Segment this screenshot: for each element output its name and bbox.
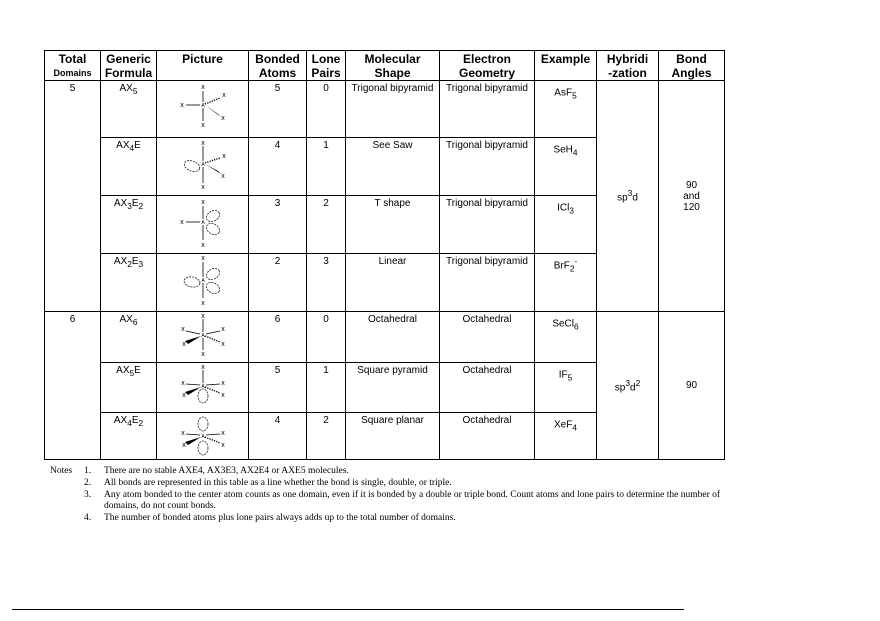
header-bond-angles: Bond Angles (659, 51, 725, 81)
molecular-shape-cell: Square planar (346, 413, 440, 460)
picture-cell (157, 254, 249, 312)
note-item: 2. All bonds are represented in this table as a line whether the bond is single, double, or triple. (84, 478, 452, 488)
example-cell: BrF$_2$- (535, 254, 597, 312)
vsepr-table (44, 50, 725, 460)
ax4e2-icon (168, 413, 238, 458)
electron-geometry-cell: Octahedral (440, 312, 535, 363)
svg-text:x: x (179, 219, 184, 226)
svg-text:A: A (200, 278, 205, 284)
note-item: 4. The number of bonded atoms plus lone pairs always adds up to the total number of domains. (84, 513, 456, 523)
svg-text:x: x (200, 184, 205, 191)
svg-text:x: x (220, 341, 225, 348)
generic-formula-cell: $AX_5$ (101, 81, 157, 138)
svg-text:x: x (221, 153, 226, 160)
svg-text:x: x (200, 313, 205, 320)
header-generic-formula: Generic Formula (101, 51, 157, 81)
example-cell: ICl$_3$ (535, 196, 597, 254)
svg-text:x: x (200, 242, 205, 249)
electron-geometry-cell: Octahedral (440, 363, 535, 413)
molecular-shape-cell: Square pyramid (346, 363, 440, 413)
svg-text:x: x (181, 341, 186, 348)
total-domains-cell: 5 (45, 81, 101, 312)
picture-cell (157, 196, 249, 254)
ax5-icon (168, 81, 238, 136)
example-cell: SeH$_4$ (535, 138, 597, 196)
footer-rule (12, 609, 684, 610)
generic-formula-cell: $AX_6$ (101, 312, 157, 363)
svg-text:x: x (180, 430, 185, 437)
total-domains-cell: 6 (45, 312, 101, 460)
bonded-atoms-cell: 5 (249, 363, 307, 413)
bonded-atoms-cell: 4 (249, 413, 307, 460)
svg-text:x: x (200, 122, 205, 129)
molecular-shape-cell: Octahedral (346, 312, 440, 363)
header-example: Example (535, 51, 597, 81)
svg-text:x: x (220, 430, 225, 437)
ax5e-icon (168, 363, 238, 411)
svg-text:x: x (180, 326, 185, 333)
bonded-atoms-cell: 5 (249, 81, 307, 138)
svg-text:x: x (200, 300, 205, 307)
picture-cell (157, 312, 249, 363)
lone-pairs-cell: 2 (307, 196, 346, 254)
lone-pairs-cell: 0 (307, 81, 346, 138)
svg-text:A: A (200, 103, 205, 109)
lone-pairs-cell: 1 (307, 363, 346, 413)
svg-text:A: A (200, 220, 205, 226)
picture-cell (157, 413, 249, 460)
molecular-shape-cell: Linear (346, 254, 440, 312)
bond-angles-cell: 90 (659, 312, 725, 460)
lone-pairs-cell: 2 (307, 413, 346, 460)
example-cell: $IF_5$ (535, 363, 597, 413)
svg-text:x: x (220, 173, 225, 180)
header-hybridization: Hybridi -zation (597, 51, 659, 81)
picture-cell (157, 138, 249, 196)
header-picture: Picture (157, 51, 249, 81)
svg-text:x: x (220, 115, 225, 122)
header-lone-pairs: Lone Pairs (307, 51, 346, 81)
table-row (45, 312, 725, 363)
ax4e-icon (168, 138, 238, 194)
picture-cell (157, 81, 249, 138)
table-row (45, 81, 725, 138)
bonded-atoms-cell: 2 (249, 254, 307, 312)
bonded-atoms-cell: 3 (249, 196, 307, 254)
electron-geometry-cell: Trigonal bipyramid (440, 254, 535, 312)
generic-formula-cell: $AX_4E_2$ (101, 413, 157, 460)
svg-text:x: x (220, 380, 225, 387)
molecular-shape-cell: T shape (346, 196, 440, 254)
svg-text:x: x (200, 84, 205, 91)
generic-formula-cell: $AX_3E_2$ (101, 196, 157, 254)
example-cell: XeF$_4$ (535, 413, 597, 460)
svg-text:x: x (221, 92, 226, 99)
lone-pairs-cell: 1 (307, 138, 346, 196)
hybridization-cell: $sp^3d$ (597, 81, 659, 312)
svg-text:x: x (220, 326, 225, 333)
lone-pairs-cell: 0 (307, 312, 346, 363)
svg-text:x: x (220, 442, 225, 449)
header-molecular-shape: Molecular Shape (346, 51, 440, 81)
header-electron-geometry: Electron Geometry (440, 51, 535, 81)
bonded-atoms-cell: 4 (249, 138, 307, 196)
ax6-icon (168, 312, 238, 361)
electron-geometry-cell: Octahedral (440, 413, 535, 460)
header-row (45, 51, 725, 81)
svg-text:x: x (181, 392, 186, 399)
molecular-shape-cell: Trigonal bipyramid (346, 81, 440, 138)
svg-text:A: A (200, 434, 205, 440)
note-item: 3. Any atom bonded to the center atom counts as one domain, even if it is bonded by a double or triple bond. Count atoms and lone pairs to determine the number of domains, do not count bonds. (84, 490, 721, 511)
generic-formula-cell: $AX_2E_3$ (101, 254, 157, 312)
svg-text:x: x (200, 140, 205, 147)
note-item: 1. There are no stable AXE4, AX3E3, AX2E4 or AXE5 molecules. (84, 466, 349, 476)
svg-text:x: x (200, 364, 205, 371)
notes-label: Notes (50, 466, 73, 476)
svg-text:x: x (220, 392, 225, 399)
example-cell: AsF$_5$ (535, 81, 597, 138)
svg-text:x: x (200, 199, 205, 206)
electron-geometry-cell: Trigonal bipyramid (440, 81, 535, 138)
ax2e3-icon (168, 254, 238, 310)
bond-angles-cell: 90 and 120 (659, 81, 725, 312)
svg-text:x: x (200, 255, 205, 262)
bonded-atoms-cell: 6 (249, 312, 307, 363)
svg-text:x: x (179, 102, 184, 109)
hybridization-cell: $sp^3d^2$ (597, 312, 659, 460)
lone-pairs-cell: 3 (307, 254, 346, 312)
electron-geometry-cell: Trigonal bipyramid (440, 196, 535, 254)
svg-text:x: x (200, 351, 205, 358)
generic-formula-cell: $AX_4E$ (101, 138, 157, 196)
example-cell: SeCl$_6$ (535, 312, 597, 363)
svg-text:A: A (200, 162, 205, 168)
electron-geometry-cell: Trigonal bipyramid (440, 138, 535, 196)
svg-text:x: x (181, 442, 186, 449)
ax3e2-icon (168, 196, 238, 252)
generic-formula-cell: $AX_5E$ (101, 363, 157, 413)
header-total-domains: Total Domains (45, 51, 101, 81)
svg-text:A: A (200, 384, 205, 390)
svg-text:x: x (180, 380, 185, 387)
picture-cell (157, 363, 249, 413)
molecular-shape-cell: See Saw (346, 138, 440, 196)
notes-list (84, 466, 730, 525)
header-bonded-atoms: Bonded Atoms (249, 51, 307, 81)
svg-text:A: A (200, 333, 205, 339)
